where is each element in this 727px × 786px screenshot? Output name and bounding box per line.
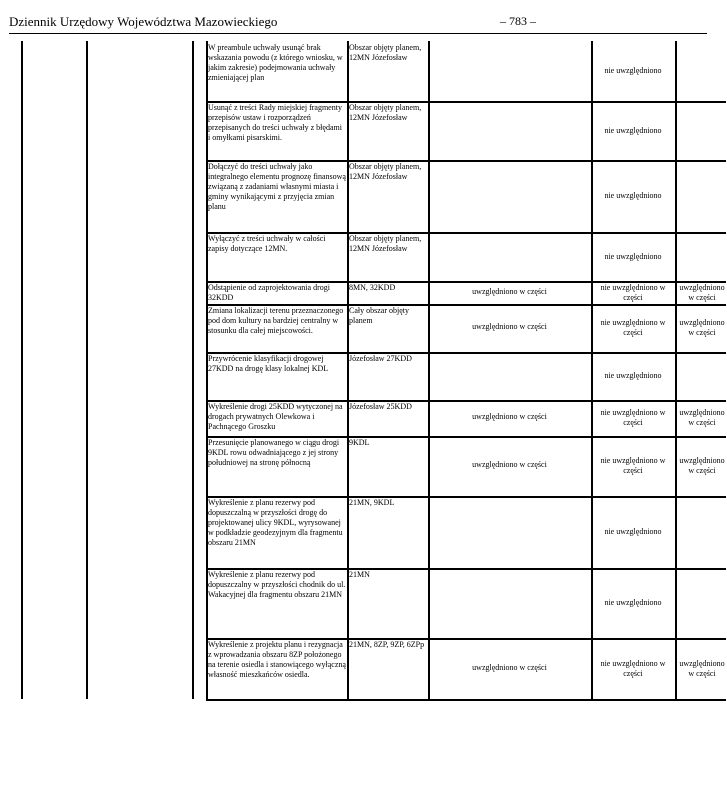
remark-description: Wyłączyć z treści uchwały w całości zapisy dotyczące 12MN.	[208, 234, 326, 253]
remark-area: Józefosław 27KDD	[349, 354, 412, 363]
remark-area: 21MN, 8ZP, 9ZP, 6ZPp	[349, 640, 425, 649]
decision-cell: nie uwzględniono	[604, 371, 662, 380]
decision-cell: uwzględniono w części	[679, 658, 725, 678]
remark-area: Obszar objęty planem, 12MN Józefosław	[349, 162, 422, 181]
remark-description: Wykreślenie z planu rezerwy pod dopuszczalną w przyszłości drogę do projektowanej ulicy 9KDL, wyrysowanej w podkładzie geodezyjnym dla fragmentu obszaru 21MN	[208, 498, 343, 547]
remark-description: Przywrócenie klasyfikacji drogowej 27KDD na drogę klasy lokalnej KDL	[208, 354, 329, 373]
remark-area: 8MN, 32KDD	[349, 283, 396, 292]
remark-area: Obszar objęty planem, 12MN Józefosław	[349, 234, 422, 253]
remarks-table	[206, 41, 726, 699]
decision-cell: uwzględniono w części	[679, 282, 725, 302]
decision-cell	[677, 365, 727, 387]
decision-cell: nie uwzględniono w części	[600, 456, 666, 475]
decision-cell: uwzględniono w części	[472, 412, 547, 421]
remark-description: Odstąpienie od zaprojektowania drogi 32KDD	[208, 283, 330, 302]
remark-description: Wykreślenie drogi 25KDD wytyczonej na drogach prywatnych Olewkowa i Pachnącego Groszku	[208, 402, 343, 431]
remark-description: Zmiana lokalizacji terenu przeznaczonego pod dom kultury na bardziej centralny w stosunku dla całej miejscowości.	[208, 306, 344, 335]
decision-cell	[677, 120, 727, 142]
decision-cell: uwzględniono w części	[472, 322, 547, 331]
decision-cell: nie uwzględniono	[604, 598, 662, 607]
decision-cell: uwzględniono w części	[679, 318, 725, 337]
decision-cell: nie uwzględniono w części	[600, 318, 666, 337]
decision-cell: uwzględniono w części	[679, 408, 725, 427]
remark-area: Józefosław 25KDD	[349, 402, 412, 411]
decision-cell: nie uwzględniono	[604, 191, 662, 200]
decision-cell: uwzględniono w części	[679, 456, 725, 475]
left-column-border	[21, 41, 23, 699]
remark-description: Usunąć z treści Rady miejskiej fragmenty przepisów ustaw i rozporządzeń przepisanych do treści uchwały z błędami i omyłkami pisarskimi.	[208, 103, 342, 142]
left-column-divider	[86, 41, 88, 699]
decision-cell	[677, 60, 727, 82]
remark-area: 21MN	[349, 570, 370, 579]
journal-title: Dziennik Urzędowy Województwa Mazowieckiego	[9, 14, 278, 29]
remark-area: Cały obszar objęty planem	[349, 306, 409, 325]
decision-cell	[677, 185, 727, 207]
decision-cell: nie uwzględniono	[604, 125, 662, 135]
remark-description: Dołączyć do treści uchwały jako integralnego elementu prognozę finansową związaną z zadaniami własnymi miasta i gminy wynikającymi z przyjęcia zmian planu	[208, 162, 346, 211]
decision-cell	[677, 592, 727, 614]
remark-area: 21MN, 9KDL	[349, 498, 395, 507]
remark-description: Wykreślenie z projektu planu i rezygnacja z wprowadzania obszaru 8ZP położonego na terenie osiedla i stanowiącego wyłączną własność mieszkańców osiedla.	[208, 640, 346, 679]
remark-description: Przesunięcie planowanego w ciągu drogi 9KDL rowu odwadniającego z jej strony południowej na stronę północną	[208, 438, 340, 467]
decision-cell: nie uwzględniono w części	[600, 658, 666, 678]
header-rule	[9, 33, 707, 34]
remark-description: W preambule uchwały usunąć brak wskazania powodu (z którego wniosku, w jakim zakresie) podejmowania uchwały zmieniającej plan	[208, 43, 343, 82]
decision-cell: uwzględniono w części	[472, 662, 547, 672]
left-column-divider	[192, 41, 194, 699]
decision-cell: uwzględniono w części	[472, 286, 547, 296]
decision-cell	[677, 246, 727, 268]
decision-cell	[677, 521, 727, 543]
remark-area: 9KDL	[349, 438, 370, 447]
table-row-line	[206, 699, 726, 701]
decision-cell: nie uwzględniono w części	[600, 282, 666, 302]
decision-cell: nie uwzględniono	[604, 66, 662, 75]
remark-description: Wykreślenie z planu rezerwy pod dopuszczalny w przyszłości chodnik do ul. Wakacyjnej dla fragmentu obszaru 21MN	[208, 570, 346, 599]
page-number: – 783 –	[500, 14, 536, 28]
decision-cell: nie uwzględniono	[604, 251, 662, 261]
decision-cell: nie uwzględniono w części	[600, 408, 666, 427]
decision-cell: nie uwzględniono	[604, 527, 662, 536]
decision-cell: uwzględniono w części	[472, 460, 547, 469]
remark-area: Obszar objęty planem, 12MN Józefosław	[349, 103, 422, 122]
remark-area: Obszar objęty planem, 12MN Józefosław	[349, 43, 422, 62]
